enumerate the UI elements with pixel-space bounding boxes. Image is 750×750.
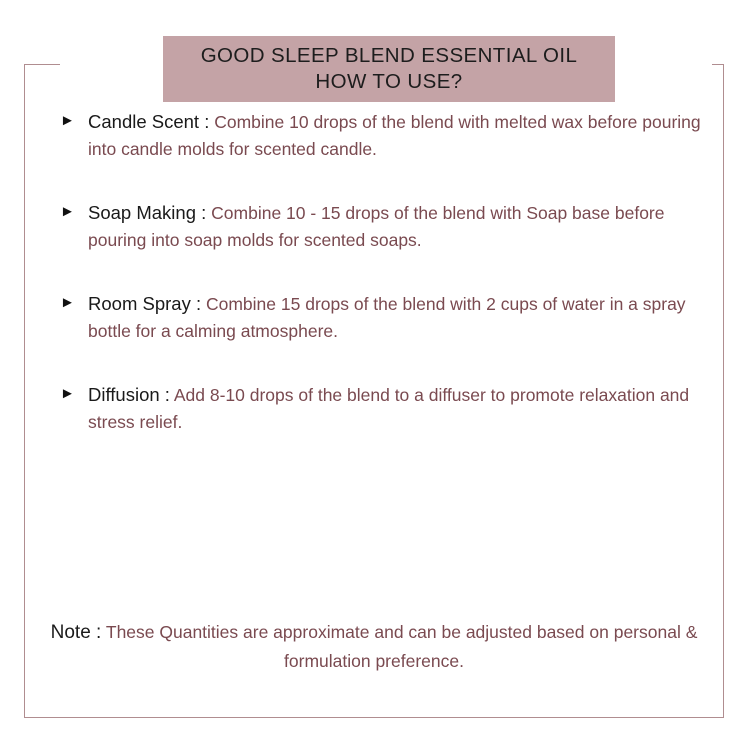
- list-item-text: [88, 290, 702, 345]
- title-banner: [163, 36, 615, 102]
- bullet-arrow-icon: ►: [60, 203, 75, 220]
- list-item-description: Combine 15 drops of the blend with 2 cups of water in a spray bottle for a calming atmosphere.: [88, 294, 686, 341]
- list-item-text: [88, 381, 702, 436]
- frame-gap-right: [612, 56, 712, 76]
- bullet-arrow-icon: ►: [60, 112, 75, 129]
- list-item: [46, 108, 702, 163]
- list-item-label: Diffusion :: [88, 384, 170, 405]
- list-item-description: Combine 10 - 15 drops of the blend with Soap base before pouring into soap molds for scented soaps.: [88, 203, 665, 250]
- title-line-2: HOW TO USE?: [315, 70, 463, 93]
- list-item-label: Candle Scent :: [88, 111, 210, 132]
- list-item-text: [88, 108, 702, 163]
- note-text: These Quantities are approximate and can be adjusted based on personal & formulation preference.: [105, 622, 698, 671]
- title-line-1: GOOD SLEEP BLEND ESSENTIAL OIL: [200, 44, 578, 67]
- note-label: Note :: [50, 622, 102, 643]
- frame-gap-left: [60, 56, 166, 76]
- bullet-arrow-icon: ►: [60, 294, 75, 311]
- list-item: [46, 290, 702, 345]
- instructions-list: [24, 64, 724, 718]
- list-item-text: [88, 199, 702, 254]
- list-item-description: Combine 10 drops of the blend with melted wax before pouring into candle molds for scented candle.: [88, 112, 701, 159]
- list-item-description: Add 8-10 drops of the blend to a diffuser to promote relaxation and stress relief.: [88, 385, 690, 432]
- list-item: [46, 199, 702, 254]
- list-item: [46, 381, 702, 436]
- bullet-arrow-icon: ►: [60, 385, 75, 402]
- note-block: [46, 618, 702, 675]
- list-item-label: Soap Making :: [88, 202, 207, 223]
- list-item-label: Room Spray :: [88, 293, 202, 314]
